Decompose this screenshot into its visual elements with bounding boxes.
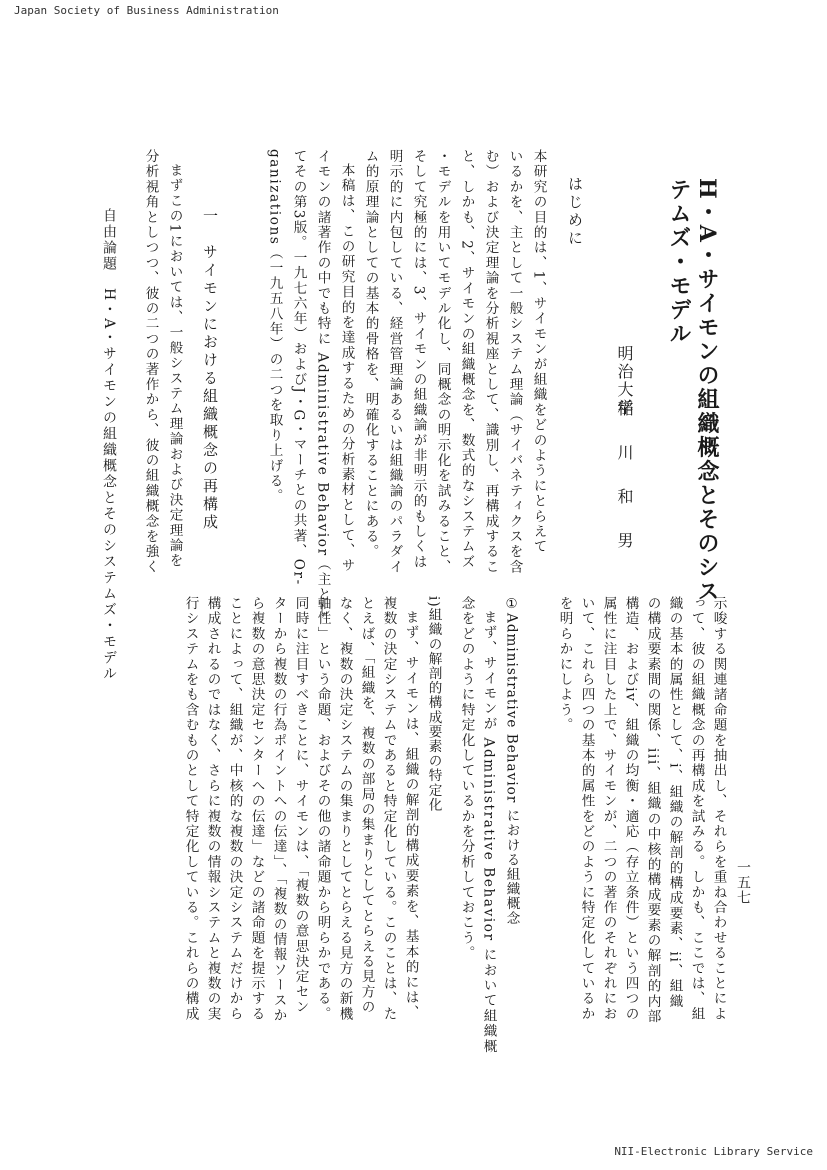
subheading-anatomical-elements: i)組織の解剖的構成要素の特定化 — [425, 596, 442, 813]
intro-text-line: 本研究の目的は、1、サイモンが組織をどのようにとらえて — [530, 149, 547, 555]
body-text-line: って、彼の組織概念の再構成を試みる。しかも、ここでは、組 — [688, 596, 705, 1022]
intro-text-line: 本稿は、この研究目的を達成するための分析素材として、サ — [338, 163, 355, 574]
section1-heading: 一 サイモンにおける組織概念の再構成 — [201, 208, 219, 532]
author-name: 稲川和男 — [615, 400, 634, 576]
section1-text-line: 分析視角としつつ、彼の二つの著作から、彼の組織概念を強く — [142, 149, 159, 575]
body-text-line: 同時に注目すべきことに、サイモンは、「複数の意思決定セン — [292, 596, 309, 1015]
article-title-line1: H・A・サイモンの組織概念とそのシス — [694, 178, 720, 604]
author-affiliation: 明治大学 — [615, 345, 634, 417]
body-text-line: 構成されるのではなく、さらに複数の情報システムと複数の実 — [204, 596, 221, 1022]
body-text-line: の構成要素間の関係、iii、組織の中核的構成要素の解剖的内部 — [644, 596, 661, 1025]
intro-text-line: いるかを、主として一般システム理論（サイバネティクスを含 — [506, 149, 523, 575]
page-number: 一五七 — [735, 860, 751, 905]
body-text-line: いて、これら四つの基本的属性をどのように特定化しているか — [578, 596, 595, 1022]
intro-text-line: ・モデルを用いてモデル化し、同概念の明示化を試みること、 — [434, 149, 451, 575]
article-title-line2: テムズ・モデル — [666, 178, 692, 346]
intro-heading: はじめに — [566, 176, 584, 248]
intro-text-line: ム的原理論としての基本的骨格を、明確化することにある。 — [362, 149, 379, 560]
intro-text-line: む）および決定理論を分析視座として、識別し、再構成するこ — [482, 149, 499, 575]
intro-text-line: そして究極的には、3、サイモンの組織論が非明示的もしくは — [410, 149, 427, 570]
body-text-line: まず、サイモンが Administrative Behavior において組織概 — [480, 610, 497, 1055]
intro-text-line: ganizations（一九五八年）の二つを取り上げる。 — [266, 149, 283, 504]
body-text-line: ことによって、組織が、中核的な複数の決定システムだけから — [226, 596, 243, 1022]
running-head: 自由論題 H・A・サイモンの組織概念とそのシステムズ・モデル — [101, 208, 117, 683]
body-text-line: 織の基本的属性として、i、組織の解剖的構成要素、ii、組織 — [666, 596, 683, 1010]
body-text-line: ら複数の意思決定センターへの伝達」などの諸命題を提示する — [248, 596, 265, 1022]
body-text-line: 複数の決定システムであると特定化している。このことは、た — [380, 596, 397, 1022]
body-text-line: ターから複数の行為ポイントへの伝達」、「複数の情報ソースか — [270, 596, 287, 1024]
library-footer: NII-Electronic Library Service — [614, 1145, 813, 1158]
subheading-administrative-behavior: ①Administrative Behavior における組織概念 — [503, 596, 520, 926]
body-text-line: 軸性」という命題、およびその他の諸命題から明らかである。 — [314, 596, 331, 1022]
body-text-line: 念をどのように特定化しているかを分析しておこう。 — [458, 596, 475, 961]
body-text-line: を明らかにしよう。 — [556, 596, 573, 733]
society-header: Japan Society of Business Administration — [14, 4, 279, 17]
body-text-line: とえば、「組織を、複数の部局の集まりとしてとらえる見方の — [358, 596, 375, 1015]
body-text-line: 属性に注目した上で、サイモンが、二つの著作のそれぞれにお — [600, 596, 617, 1022]
body-text-line: 示唆する関連諸命題を抽出し、それらを重ね合わせることによ — [710, 596, 727, 1022]
intro-text-line: 明示的に内包している、経営管理論あるいは組織論のパラダイ — [386, 149, 403, 575]
intro-text-line: てその第3版。一九七六年）およびJ・G・マーチとの共著、Or- — [290, 149, 307, 586]
section1-text-line: まずこの1においては、一般システム理論および決定理論を — [166, 163, 183, 569]
body-text-line: 構造、およびiv、組織の均衡・適応（存立条件）という四つの — [622, 596, 639, 1022]
intro-text-line: イモンの諸著作の中でも特に Administrative Behavior（主とし — [314, 149, 331, 618]
intro-text-line: と、しかも、2、サイモンの組織概念を、数式的なシステムズ — [458, 149, 475, 570]
body-text-line: なく、複数の決定システムの集まりとしてとらえる見方の新機 — [336, 596, 353, 1022]
body-text-line: 行システムをも含むものとして特定化している。これらの構成 — [182, 596, 199, 1022]
body-text-line: まず、サイモンは、組織の解剖的構成要素を、基本的には、 — [402, 610, 419, 1021]
